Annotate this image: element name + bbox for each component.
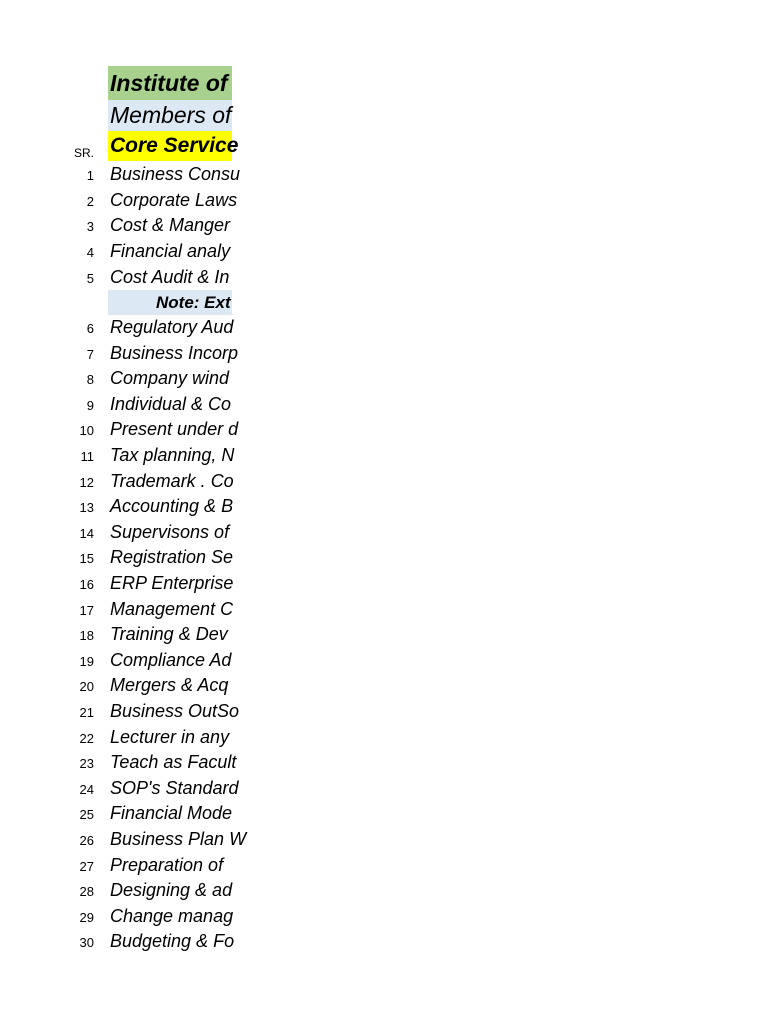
service-text: Designing & ad	[110, 880, 233, 901]
table-row	[0, 239, 768, 263]
service-cell[interactable]	[108, 878, 232, 902]
row-number: 21	[79, 705, 94, 720]
table-row	[0, 571, 768, 595]
service-cell[interactable]	[108, 673, 232, 697]
row-number: 2	[86, 193, 94, 209]
service-text: Business OutSo	[110, 701, 240, 721]
service-text: Financial analy	[110, 241, 231, 262]
row-number: 25	[79, 807, 94, 823]
note-row	[0, 290, 768, 315]
service-text: Training & Dev	[110, 624, 228, 645]
sheet-title: Institute of	[110, 70, 228, 96]
row-number: 23	[79, 756, 94, 772]
table-row	[0, 622, 768, 646]
service-text: Individual & Co	[110, 393, 232, 414]
row-number: 16	[79, 577, 94, 592]
service-text: Business Plan W	[110, 829, 247, 849]
row-number: 9	[86, 397, 94, 413]
table-row	[0, 443, 768, 467]
header-row	[0, 131, 768, 161]
row-number: 20	[79, 679, 94, 695]
table-row	[0, 162, 768, 186]
table-row	[0, 597, 768, 621]
table-row	[0, 750, 768, 774]
sheet-title-cell[interactable]	[108, 66, 232, 100]
service-text: Corporate Laws	[110, 189, 238, 210]
service-cell[interactable]	[108, 392, 232, 416]
service-cell[interactable]	[108, 597, 232, 621]
service-text: Compliance Ad	[110, 649, 232, 670]
row-number: 3	[86, 219, 94, 235]
service-text: SOP's Standard	[110, 777, 239, 798]
service-text: Cost & Manger	[110, 215, 231, 236]
table-row	[0, 853, 768, 877]
service-text: Budgeting & Fo	[110, 931, 235, 952]
table-row	[0, 341, 768, 365]
service-cell[interactable]	[108, 315, 232, 339]
service-cell[interactable]	[108, 545, 232, 569]
service-text: Business Consu	[110, 164, 241, 184]
table-row	[0, 929, 768, 953]
service-cell[interactable]	[108, 520, 232, 544]
table-row	[0, 725, 768, 749]
table-row	[0, 392, 768, 416]
service-text: Teach as Facult	[110, 752, 237, 773]
service-cell[interactable]	[108, 827, 247, 851]
service-text: Regulatory Aud	[110, 317, 234, 337]
service-cell[interactable]	[108, 904, 232, 928]
service-cell[interactable]	[108, 469, 232, 493]
row-number: 12	[79, 474, 94, 490]
service-text: Company wind	[110, 368, 230, 389]
service-cell[interactable]	[108, 239, 232, 263]
core-services-cell[interactable]	[108, 131, 239, 161]
service-cell[interactable]	[108, 265, 232, 289]
service-text: Present under d	[110, 419, 239, 440]
table-row	[0, 648, 768, 672]
service-cell[interactable]	[108, 443, 235, 467]
service-cell[interactable]	[108, 366, 232, 390]
service-cell[interactable]	[108, 622, 232, 646]
service-cell[interactable]	[108, 571, 232, 595]
service-cell[interactable]	[108, 341, 239, 365]
table-row	[0, 366, 768, 390]
row-number: 30	[79, 935, 94, 951]
service-text: Management C	[110, 598, 234, 619]
row-number: 17	[79, 602, 94, 618]
service-text: Tax planning, N	[110, 445, 235, 465]
table-row	[0, 265, 768, 289]
row-number: 26	[79, 833, 94, 848]
row-number: 27	[79, 858, 94, 874]
service-cell[interactable]	[108, 725, 232, 749]
service-text: Registration Se	[110, 547, 234, 568]
note-cell[interactable]	[108, 290, 232, 315]
service-cell[interactable]	[108, 162, 241, 186]
table-row	[0, 776, 768, 800]
core-services-heading: Core Service	[110, 134, 239, 157]
members-text: Members of	[110, 102, 232, 128]
service-text: Accounting & B	[110, 496, 234, 517]
service-cell[interactable]	[108, 750, 237, 774]
service-text: Cost Audit & In	[110, 266, 230, 287]
table-row	[0, 494, 768, 518]
row-number: 15	[79, 551, 94, 567]
service-text: Financial Mode	[110, 803, 233, 824]
table-row	[0, 545, 768, 569]
table-row	[0, 699, 768, 723]
service-text: Change manag	[110, 905, 234, 926]
service-cell[interactable]	[108, 801, 232, 825]
row-number: 14	[79, 525, 94, 541]
service-cell[interactable]	[108, 776, 239, 800]
service-text: ERP Enterprise	[110, 573, 234, 593]
row-number: 29	[79, 909, 94, 925]
table-row	[0, 469, 768, 493]
row-number: 13	[79, 500, 94, 516]
table-row	[0, 520, 768, 544]
service-cell[interactable]	[108, 853, 232, 877]
sr-header: SR.	[73, 146, 94, 160]
service-text: Trademark . Co	[110, 470, 234, 491]
row-number: 7	[86, 346, 94, 362]
table-row	[0, 801, 768, 825]
row-number: 10	[79, 423, 94, 439]
table-row	[0, 673, 768, 697]
service-cell[interactable]	[108, 213, 232, 237]
row-number: 6	[86, 321, 94, 336]
row-number: 11	[80, 449, 94, 464]
row-number: 24	[79, 781, 94, 797]
row-number: 5	[86, 270, 94, 286]
row-number: 19	[79, 653, 94, 669]
service-text: Mergers & Acq	[110, 675, 229, 696]
row-number: 28	[79, 884, 94, 900]
service-text: Supervisons of	[110, 521, 230, 542]
table-row	[0, 417, 768, 441]
table-row	[0, 827, 768, 851]
service-cell[interactable]	[108, 188, 238, 212]
note-text: Note: Ext	[156, 293, 231, 312]
service-text: Lecturer in any	[110, 726, 230, 747]
row-number: 18	[79, 628, 94, 644]
title-row	[0, 66, 768, 100]
table-row	[0, 213, 768, 237]
row-number: 4	[86, 245, 94, 261]
table-row	[0, 188, 768, 212]
members-cell[interactable]	[108, 100, 232, 131]
service-cell[interactable]	[108, 648, 232, 672]
table-row	[0, 878, 768, 902]
service-cell[interactable]	[108, 417, 239, 441]
row-number: 1	[86, 168, 94, 183]
service-cell[interactable]	[108, 494, 232, 518]
service-text: Business Incorp	[110, 342, 239, 363]
service-text: Preparation of	[110, 854, 224, 875]
table-row	[0, 315, 768, 339]
table-row	[0, 904, 768, 928]
row-number: 22	[79, 730, 94, 746]
service-cell[interactable]	[108, 929, 235, 953]
subtitle-row	[0, 100, 768, 131]
row-number: 8	[86, 372, 94, 388]
service-cell[interactable]	[108, 699, 240, 723]
